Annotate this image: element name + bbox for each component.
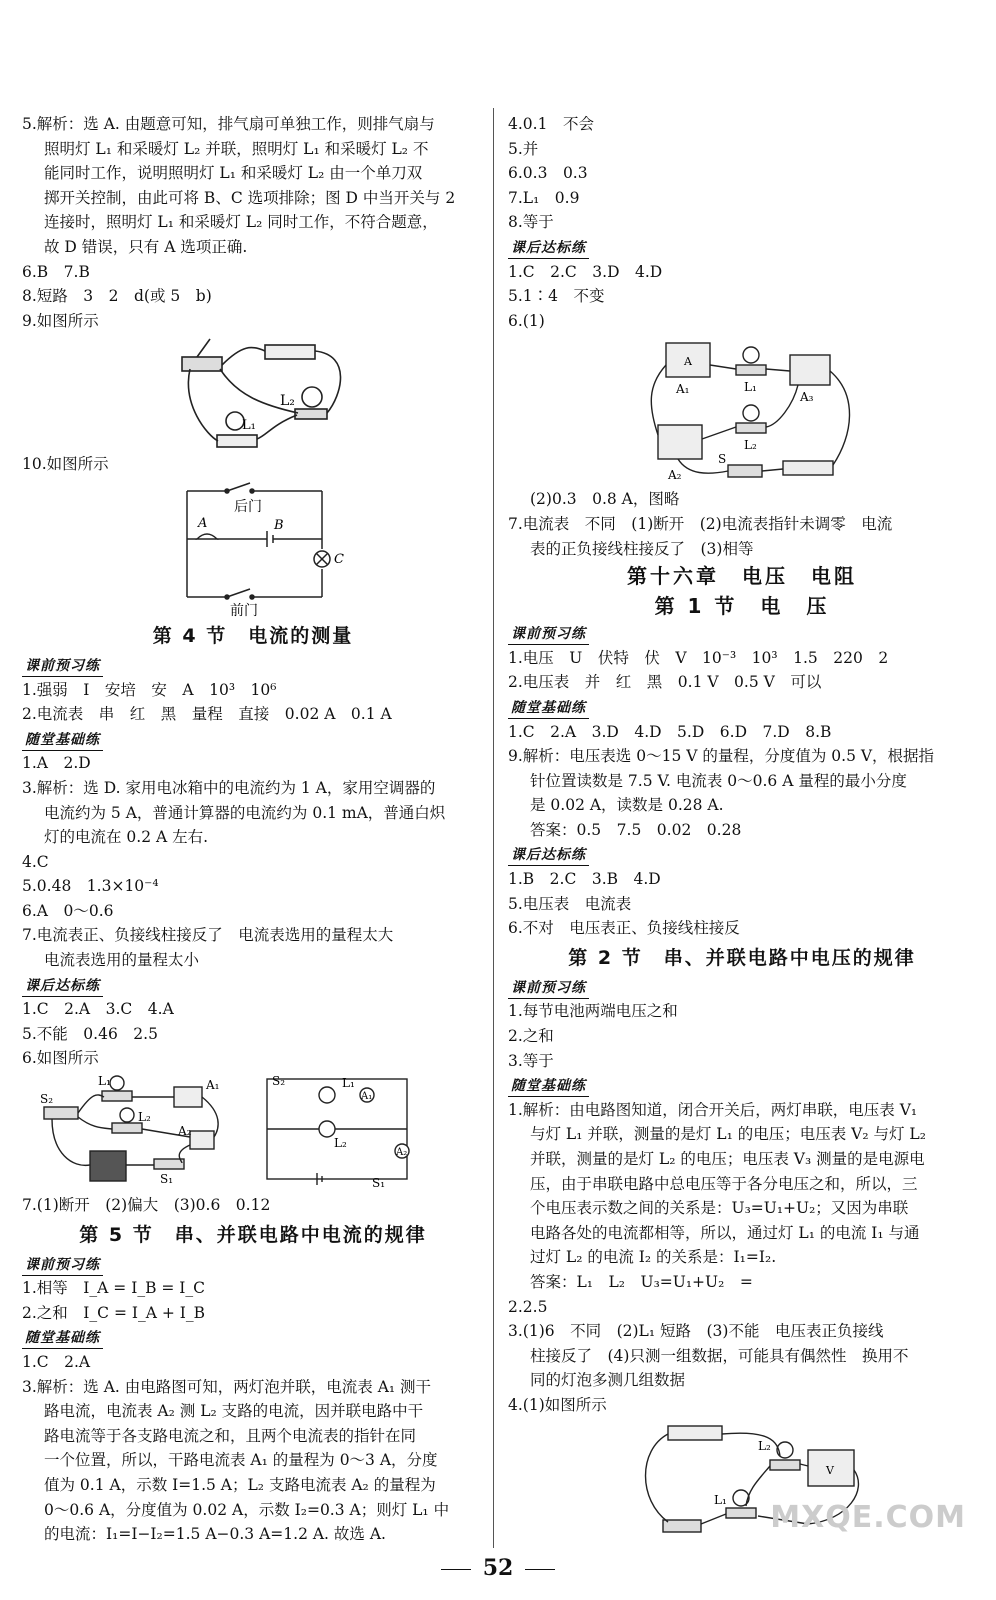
- subsection-label: 随堂基础练: [22, 730, 103, 751]
- fig-label: S: [718, 452, 727, 467]
- q10-circuit-figure: [22, 479, 484, 617]
- fig-label: L₁: [98, 1074, 111, 1089]
- answer-line: 8.短路 3 2 d(或 5 b): [22, 287, 212, 306]
- answer-line: 1.C 2.A: [22, 1353, 91, 1371]
- fig-label: A: [684, 355, 692, 369]
- left-column: [22, 112, 484, 1547]
- answer-line: 5.电压表 电流表: [508, 894, 632, 913]
- answer-line: 路电流，电流表 A₂ 测 L₂ 支路的电流，因并联电路中干: [44, 1402, 424, 1421]
- answer-line: 针位置读数是 7.5 V. 电流表 0～0.6 A 量程的最小分度: [530, 771, 907, 790]
- answer-line: 6.B 7.B: [22, 262, 90, 281]
- answer-line: 2.电流表 串 红 黑 量程 直接 0.02 A 0.1 A: [22, 705, 392, 724]
- page-number: 52: [482, 1555, 514, 1581]
- answer-line: 3.解析：选 A. 由电路图可知，两灯泡并联，电流表 A₁ 测干: [22, 1377, 432, 1396]
- answer-line: 6.不对 电压表正、负接线柱接反: [508, 919, 740, 938]
- footer-dash: [525, 1569, 555, 1570]
- text-line: 掷开关控制，由此可将 B、C 选项排除；图 D 中当开关与 2: [44, 188, 456, 207]
- answer-line: 3.解析：选 D. 家用电冰箱中的电流约为 1 A，家用空调器的: [22, 778, 436, 797]
- subsection-label: 课前预习练: [22, 656, 103, 677]
- fig-label: A₂: [396, 1147, 408, 1159]
- chapter-title: 第十六章 电压 电阻: [627, 564, 857, 589]
- fig-label: V: [826, 1463, 834, 1477]
- answer-line: 1.解析：由电路图知道，闭合开关后，两灯串联，电压表 V₁: [508, 1100, 918, 1119]
- answer-line: 3.(1)6 不同 (2)L₁ 短路 (3)不能 电压表正负接线: [508, 1322, 884, 1341]
- answer-line: 的电流：I₁=I−I₂=1.5 A−0.3 A=1.2 A. 故选 A.: [44, 1525, 386, 1544]
- fig-label: S₂: [272, 1074, 286, 1089]
- fig-label: L₁: [342, 1076, 355, 1091]
- answer-line: 7.L₁ 0.9: [508, 188, 580, 207]
- footer-dash: [441, 1569, 471, 1570]
- answer-line: 1.每节电池两端电压之和: [508, 1002, 678, 1021]
- answer-line: 2.之和 I_C = I_A + I_B: [22, 1303, 206, 1322]
- column-divider: [493, 108, 494, 1548]
- fig-label: A₂: [668, 468, 682, 483]
- fig-label: A₁: [206, 1078, 220, 1093]
- answer-line: 1.电压 U 伏特 伏 V 10⁻³ 10³ 1.5 220 2: [508, 648, 889, 667]
- answer-line: 压，由于串联电路中总电压等于各分电压之和，所以，三: [530, 1174, 918, 1193]
- q6-ammeter-circuit-figure: [508, 335, 976, 485]
- fig-label: L₂: [744, 438, 757, 453]
- subsection-label: 课前预习练: [22, 1255, 103, 1276]
- answer-line: 6.如图所示: [22, 1049, 99, 1068]
- fig-label: A₃: [800, 390, 814, 405]
- fig-label: C: [334, 551, 344, 567]
- answer-line: 0～0.6 A，分度值为 0.02 A，示数 I₂=0.3 A；则灯 L₁ 中: [44, 1500, 450, 1519]
- answer-line: 8.等于: [508, 213, 554, 232]
- subsection-label: 随堂基础练: [508, 698, 589, 719]
- answer-line: 1.C 2.A 3.D 4.D 5.D 6.D 7.D 8.B: [508, 722, 832, 741]
- subsection-label: 随堂基础练: [508, 1076, 589, 1097]
- fig-label: A₁: [361, 1091, 373, 1103]
- section-title: 第 4 节 电流的测量: [152, 624, 354, 647]
- answer-line: 电流约为 5 A，普通计算器的电流约为 0.1 mA，普通白炽: [44, 803, 446, 822]
- answer-line: 是 0.02 A，读数是 0.28 A.: [530, 796, 724, 815]
- fig-label: L₂: [758, 1438, 771, 1453]
- answer-line: 2.2.5: [508, 1297, 548, 1316]
- answer-line: 2.电压表 并 红 黑 0.1 V 0.5 V 可以: [508, 673, 822, 692]
- answer-line: 7.(1)断开 (2)偏大 (3)0.6 0.12: [22, 1196, 271, 1215]
- answer-line: 7.电流表 不同 (1)断开 (2)电流表指针未调零 电流: [508, 514, 893, 533]
- answer-line: 2.之和: [508, 1027, 554, 1046]
- answer-line: 值为 0.1 A，示数 I=1.5 A；L₂ 支路电流表 A₂ 的量程为: [44, 1475, 436, 1494]
- answer-line: 9.解析：电压表选 0～15 V 的量程，分度值为 0.5 V，根据指: [508, 747, 935, 766]
- fig-label: S₂: [40, 1092, 54, 1107]
- answer-line: 答案：0.5 7.5 0.02 0.28: [530, 820, 742, 839]
- answer-line: 7.电流表正、负接线柱接反了 电流表选用的量程太大: [22, 926, 394, 945]
- section-title: 第 5 节 串、并联电路中电流的规律: [79, 1223, 427, 1246]
- answer-line: 5.1∶4 不变: [508, 287, 605, 306]
- answer-line: 4.(1)如图所示: [508, 1395, 607, 1414]
- answer-line: 个电压表示数之间的关系是：U₃=U₁+U₂；又因为串联: [530, 1199, 909, 1218]
- subsection-label: 课前预习练: [508, 624, 589, 645]
- fig-label: L₂: [138, 1110, 151, 1125]
- answer-line: 1.C 2.C 3.D 4.D: [508, 262, 663, 281]
- answer-line: 一个位置，所以，干路电流表 A₁ 的量程为 0～3 A，分度: [44, 1451, 438, 1470]
- fig-label: A₁: [676, 382, 690, 397]
- answer-line: 3.等于: [508, 1051, 554, 1070]
- s4-q6-figure: [22, 1073, 484, 1191]
- answer-line: 1.相等 I_A = I_B = I_C: [22, 1279, 206, 1298]
- subsection-label: 随堂基础练: [22, 1328, 103, 1349]
- fig-label: A: [198, 515, 208, 531]
- text-line: 5.解析：选 A. 由题意可知，排气扇可单独工作，则排气扇与: [22, 115, 435, 133]
- answer-line: 5.不能 0.46 2.5: [22, 1024, 158, 1043]
- answer-line: 1.C 2.A 3.C 4.A: [22, 1000, 174, 1019]
- fig-label: L₁: [242, 418, 256, 434]
- answer-line: 柱接反了 (4)只测一组数据，可能具有偶然性 换用不: [530, 1346, 909, 1365]
- fig-label: S₁: [160, 1172, 174, 1187]
- answer-line: 答案：L₁ L₂ U₃=U₁+U₂ =: [530, 1272, 753, 1291]
- fig-label: L₁: [744, 380, 757, 395]
- section-title: 第 1 节 电 压: [654, 594, 830, 619]
- fig-label: 前门: [230, 602, 258, 617]
- q9-circuit-figure: [22, 335, 484, 450]
- subsection-label: 课后达标练: [508, 238, 589, 259]
- q5-analysis: [22, 112, 484, 260]
- section-title: 第 2 节 串、并联电路中电压的规律: [568, 946, 916, 969]
- watermark: MXQE.COM: [770, 1500, 966, 1535]
- subsection-label: 课后达标练: [22, 976, 103, 997]
- answer-line: 电路各处的电流都相等，所以，通过灯 L₁ 的电流 I₁ 与通: [530, 1223, 920, 1242]
- answer-line: 4.C: [22, 852, 49, 871]
- answer-line: 6.0.3 0.3: [508, 164, 588, 183]
- fig-label: A₂: [178, 1124, 192, 1139]
- answer-line: 6.(1): [508, 311, 545, 330]
- fig-label: L₁: [714, 1492, 727, 1507]
- answer-line: 1.A 2.D: [22, 754, 91, 773]
- answer-line: 并联，测量的是灯 L₂ 的电压；电压表 V₃ 测量的是电源电: [530, 1150, 925, 1168]
- answer-line: 5.0.48 1.3×10⁻⁴: [22, 877, 159, 896]
- answer-line: 路电流等于各支路电流之和，且两个电流表的指针在同: [44, 1426, 417, 1445]
- text-line: 故 D 错误，只有 A 选项正确.: [44, 237, 248, 256]
- answer-line: 4.0.1 不会: [508, 115, 594, 133]
- answer-line: 同的灯泡多测几组数据: [530, 1371, 686, 1390]
- answer-line: 电流表选用的量程太小: [44, 951, 200, 970]
- answer-line: 灯的电流在 0.2 A 左右.: [44, 828, 209, 847]
- answer-line: 与灯 L₁ 并联，测量的是灯 L₁ 的电压；电压表 V₂ 与灯 L₂: [530, 1125, 926, 1144]
- text-line: 照明灯 L₁ 和采暖灯 L₂ 并联，照明灯 L₁ 和采暖灯 L₂ 不: [44, 139, 429, 158]
- fig-label: B: [274, 517, 284, 533]
- answer-line: 1.B 2.C 3.B 4.D: [508, 870, 661, 889]
- fig-label: L₂: [280, 393, 295, 410]
- right-column: [508, 112, 976, 1542]
- fig-label: 后门: [234, 498, 262, 515]
- answer-line: 5.并: [508, 139, 539, 158]
- answer-line: 1.强弱 I 安培 安 A 10³ 10⁶: [22, 680, 277, 699]
- answer-line: 9.如图所示: [22, 311, 99, 330]
- answer-line: 表的正负接线柱接反了 (3)相等: [530, 539, 754, 558]
- subsection-label: 课前预习练: [508, 978, 589, 999]
- answer-line: (2)0.3 0.8 A，图略: [530, 490, 680, 509]
- text-line: 能同时工作，说明照明灯 L₁ 和采暖灯 L₂ 由一个单刀双: [44, 164, 423, 183]
- answer-line: 6.A 0～0.6: [22, 901, 114, 920]
- fig-label: S₁: [372, 1176, 386, 1191]
- answer-line: 10.如图所示: [22, 455, 109, 474]
- page-number-footer: [0, 1555, 996, 1581]
- fig-label: L₂: [334, 1136, 347, 1151]
- text-line: 连接时，照明灯 L₁ 和采暖灯 L₂ 同时工作，不符合题意，: [44, 213, 438, 232]
- answer-line: 过灯 L₂ 的电流 I₂ 的关系是：I₁=I₂.: [530, 1248, 777, 1267]
- subsection-label: 课后达标练: [508, 845, 589, 866]
